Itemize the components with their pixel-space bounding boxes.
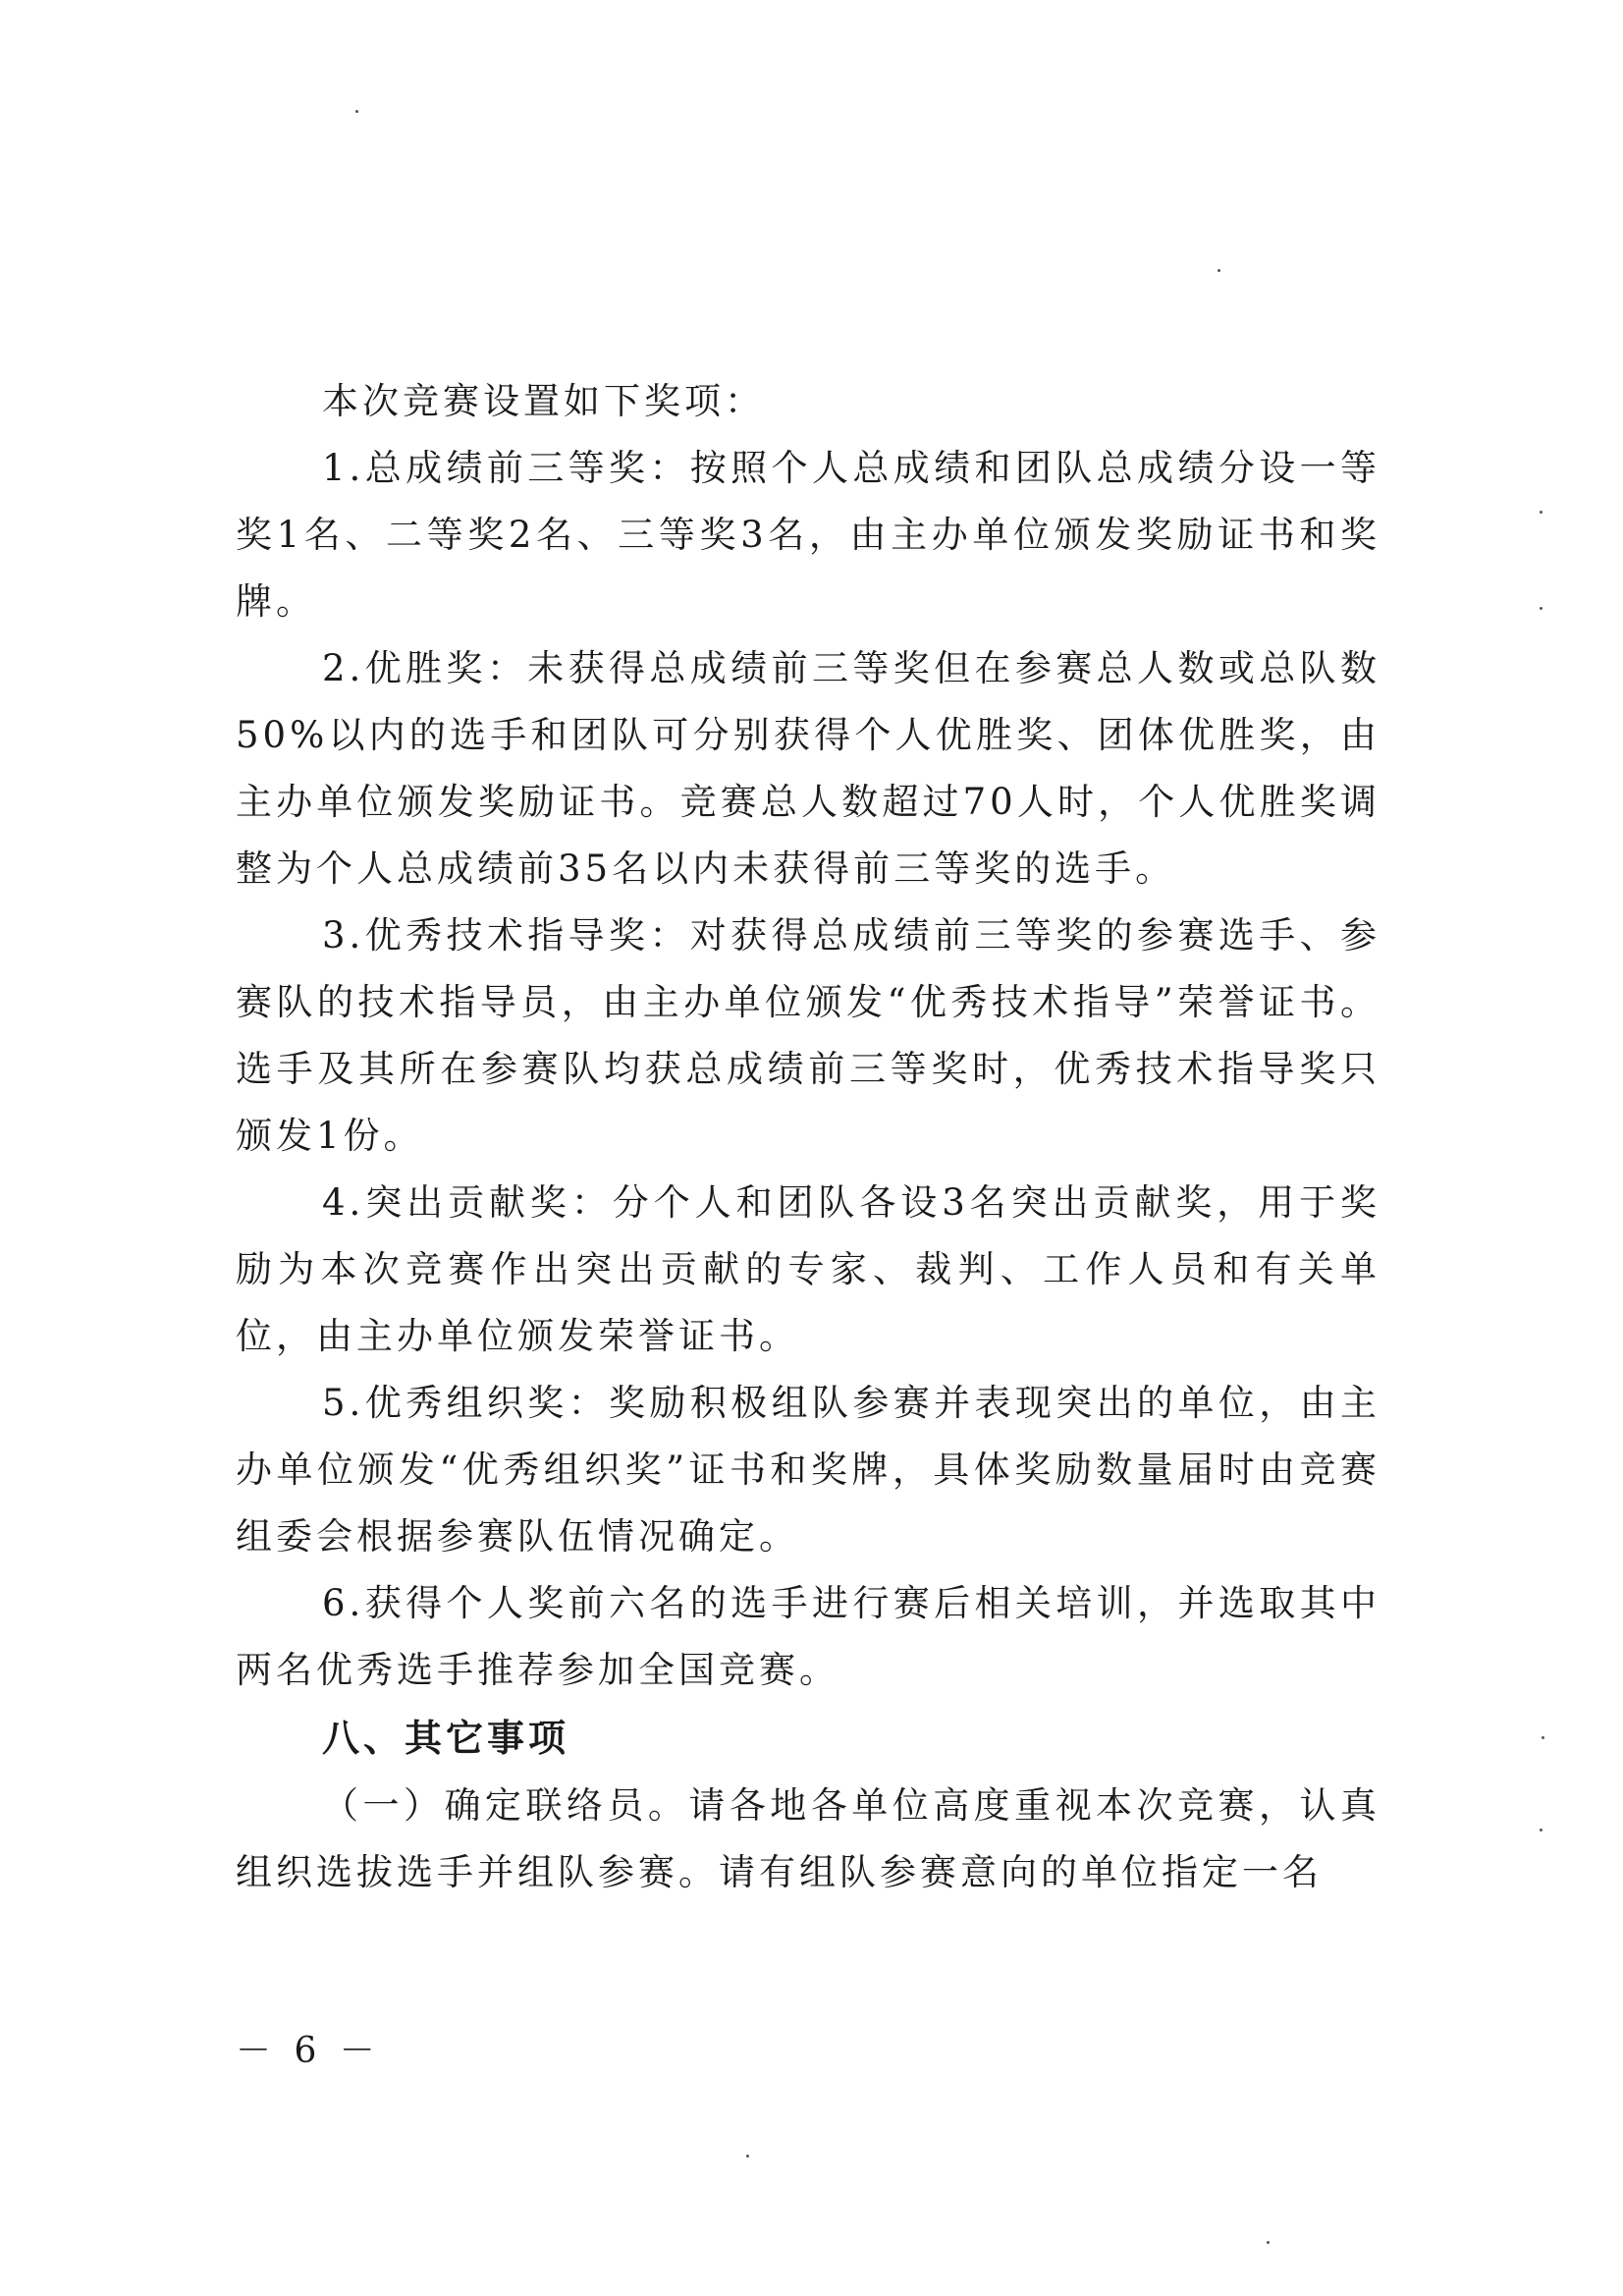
award-item-6: 6.获得个人奖前六名的选手进行赛后相关培训，并选取其中两名优秀选手推荐参加全国竞赛。	[236, 1582, 1380, 1691]
award-item-4: 4.突出贡献奖：分个人和团队各设3名突出贡献奖，用于奖励为本次竞赛作出突出贡献的专家、裁判、工作人员和有关单位，由主办单位颁发荣誉证书。	[236, 1181, 1380, 1357]
page-number: － 6 －	[236, 2031, 381, 2071]
scan-speck	[1542, 1736, 1544, 1739]
scan-speck	[1217, 269, 1220, 272]
scan-speck	[1267, 2241, 1270, 2244]
award-item-3: 3.优秀技术指导奖：对获得总成绩前三等奖的参赛选手、参赛队的技术指导员，由主办单位颁发“优秀技术指导”荣誉证书。选手及其所在参赛队均获总成绩前三等奖时，优秀技术指导奖只颁发1份。	[236, 914, 1380, 1157]
document-body	[236, 368, 1380, 1906]
scan-speck	[1540, 1829, 1542, 1831]
scan-speck	[1540, 607, 1542, 610]
scan-speck	[1540, 511, 1542, 514]
section-heading: 八、其它事项	[322, 1717, 570, 1760]
scan-speck	[355, 110, 358, 113]
scan-speck	[746, 2155, 749, 2158]
award-item-1: 1.总成绩前三等奖：按照个人总成绩和团队总成绩分设一等奖1名、二等奖2名、三等奖3名，由主办单位颁发奖励证书和奖牌。	[236, 447, 1380, 623]
final-paragraph: （一）确定联络员。请各地各单位高度重视本次竞赛，认真组织选拔选手并组队参赛。请有组队参赛意向的单位指定一名	[236, 1784, 1380, 1893]
award-item-5: 5.优秀组织奖：奖励积极组队参赛并表现突出的单位，由主办单位颁发“优秀组织奖”证书和奖牌，具体奖励数量届时由竞赛组委会根据参赛队伍情况确定。	[236, 1382, 1380, 1558]
award-item-2: 2.优胜奖：未获得总成绩前三等奖但在参赛总人数或总队数50%以内的选手和团队可分别获得个人优胜奖、团体优胜奖，由主办单位颁发奖励证书。竞赛总人数超过70人时，个人优胜奖调整为个人总成绩前35名以内未获得前三等奖的选手。	[236, 647, 1380, 890]
intro-paragraph: 本次竞赛设置如下奖项：	[322, 380, 765, 422]
